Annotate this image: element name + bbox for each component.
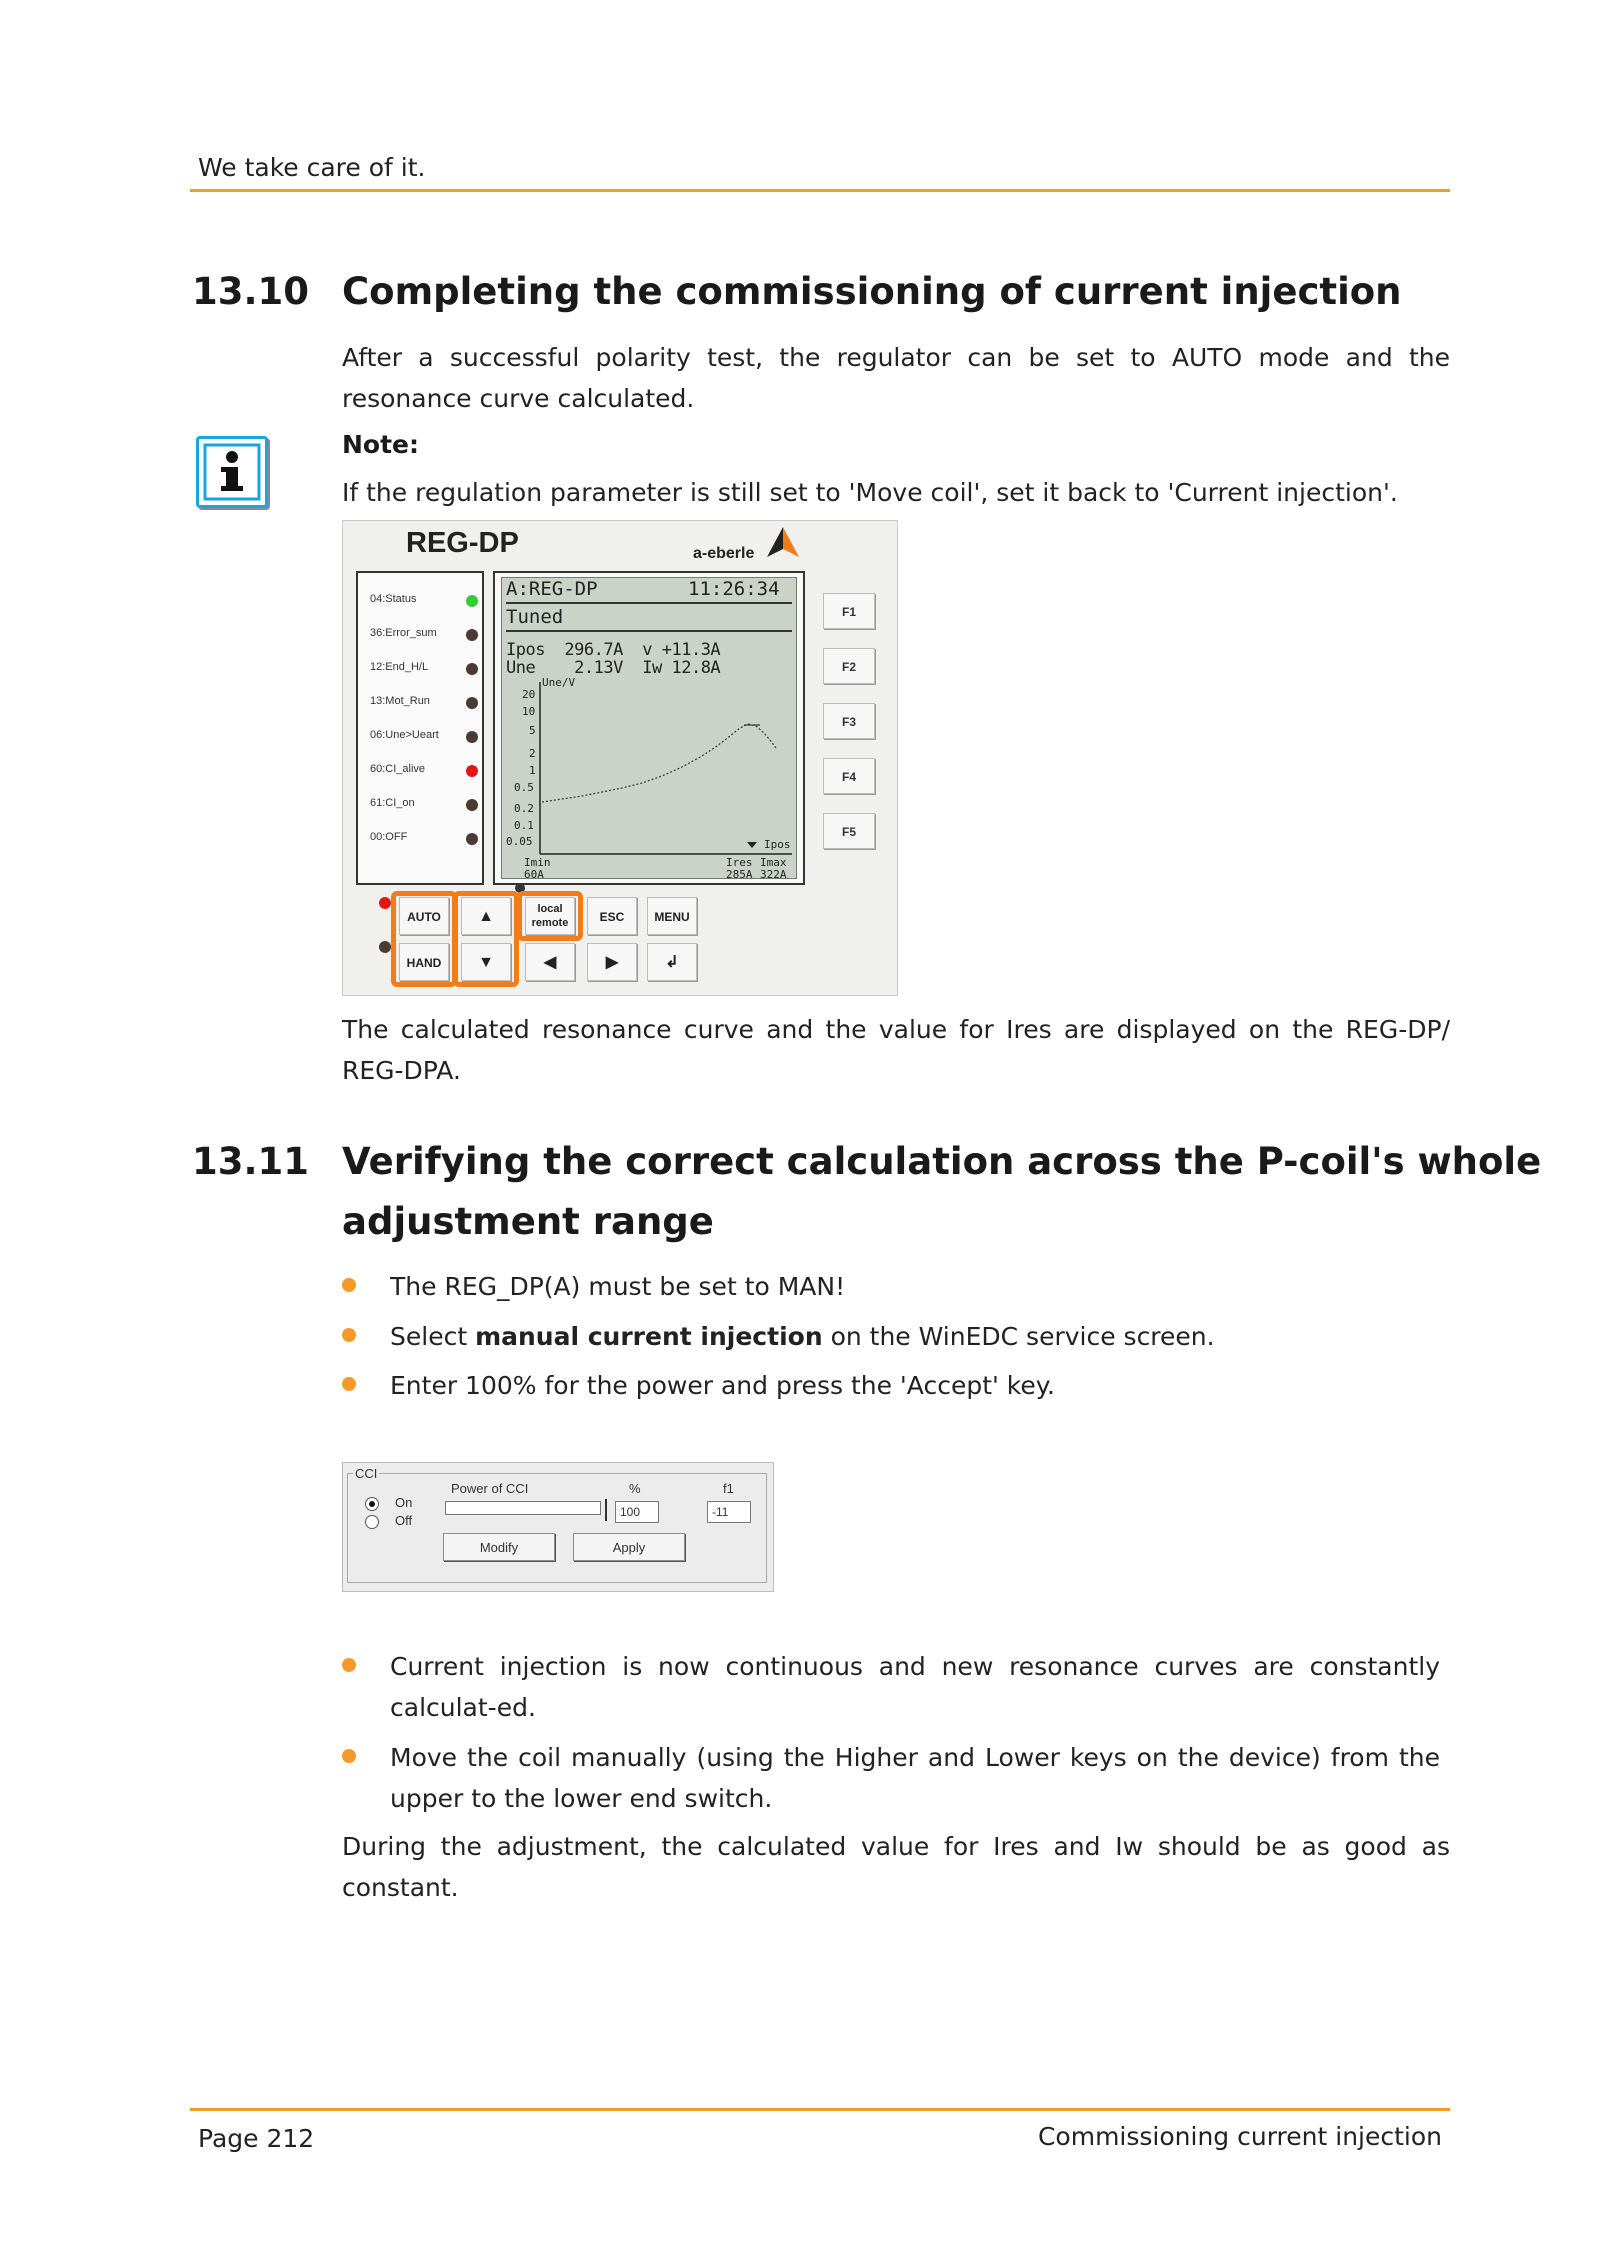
- note-text: If the regulation parameter is still set to 'Move coil', set it back to 'Current injection'.: [342, 478, 1398, 507]
- section-13-11-title-line1: Verifying the correct calculation across the P-coil's whole: [342, 1140, 1542, 1183]
- info-icon: [196, 436, 268, 508]
- hand-button[interactable]: HAND: [399, 943, 449, 981]
- footer-chapter-title: Commissioning current injection: [1037, 2122, 1442, 2151]
- led-row: 13:Mot_Run: [370, 695, 478, 711]
- f3-button[interactable]: F3: [823, 703, 875, 739]
- bullet-icon: [342, 1658, 356, 1672]
- up-arrow-button[interactable]: ▲: [461, 897, 511, 935]
- lcd-frame: [493, 571, 805, 885]
- percent-label: %: [629, 1481, 641, 1496]
- led-indicator: [466, 629, 478, 641]
- cci-group-box: [347, 1473, 767, 1583]
- down-arrow-button[interactable]: ▼: [461, 943, 511, 981]
- lcd-y-tick: 0.5: [514, 781, 534, 794]
- led-row: 06:Une>Ueart: [370, 729, 478, 745]
- section-13-10-title: Completing the commissioning of current injection: [342, 270, 1402, 313]
- f4-button[interactable]: F4: [823, 758, 875, 794]
- list-item: Enter 100% for the power and press the 'Accept' key.: [342, 1365, 1440, 1406]
- lcd-y-tick: 0.2: [514, 802, 534, 815]
- lcd-y-tick: 2: [529, 747, 536, 760]
- led-row: 61:CI_on: [370, 797, 478, 813]
- list-item: Current injection is now continuous and new resonance curves are constantly calculat-ed.: [342, 1646, 1440, 1728]
- esc-button[interactable]: ESC: [587, 897, 637, 935]
- lcd-clock: 11:26:34: [688, 578, 780, 600]
- apply-button[interactable]: Apply: [573, 1533, 685, 1561]
- list-item: Move the coil manually (using the Higher and Lower keys on the device) from the upper to the lower end switch.: [342, 1737, 1440, 1819]
- led-row: 60:CI_alive: [370, 763, 478, 779]
- lcd-une-line: Une 2.13V Iw 12.8A: [506, 658, 721, 678]
- lcd-tuned-status: Tuned: [506, 606, 564, 628]
- device-title: REG-DP: [406, 527, 519, 559]
- led-indicator: [466, 697, 478, 709]
- device-caption: The calculated resonance curve and the value for Ires are displayed on the REG-DP/ REG-DPA.: [342, 1015, 1450, 1085]
- remote-label: remote: [531, 917, 569, 929]
- percent-field[interactable]: 100: [615, 1501, 659, 1523]
- bullet-icon: [342, 1377, 356, 1391]
- led-indicator: [466, 663, 478, 675]
- led-indicator: [466, 833, 478, 845]
- lcd-screen: [501, 577, 797, 879]
- reg-dp-device-image: [342, 520, 898, 996]
- section-13-11-number: 13.11: [192, 1140, 310, 1183]
- brand-logo-icon: [765, 525, 801, 559]
- radio-on[interactable]: [365, 1497, 379, 1511]
- cci-control-panel: [342, 1462, 774, 1592]
- header-rule: [190, 189, 1450, 192]
- lcd-y-tick: 10: [522, 705, 536, 718]
- footer-page-number: Page 212: [198, 2124, 315, 2153]
- led-row: 04:Status: [370, 593, 478, 609]
- enter-button[interactable]: ↲: [647, 943, 697, 981]
- power-slider-thumb[interactable]: [605, 1499, 611, 1521]
- menu-button[interactable]: MENU: [647, 897, 697, 935]
- section-13-10-intro: After a successful polarity test, the regulator can be set to AUTO mode and the resonance curve calculated.: [342, 343, 1450, 413]
- f1-button[interactable]: F1: [823, 593, 875, 629]
- led-indicator: [466, 799, 478, 811]
- f5-button[interactable]: F5: [823, 813, 875, 849]
- lcd-imax-label: Imax: [760, 856, 787, 869]
- radio-off[interactable]: [365, 1515, 379, 1529]
- resonance-curve-plot: [502, 578, 798, 880]
- modify-button[interactable]: Modify: [443, 1533, 555, 1561]
- note-label: Note:: [342, 430, 420, 459]
- lcd-imin-value: 60A: [524, 868, 544, 881]
- f1-label: f1: [723, 1481, 734, 1496]
- left-arrow-button[interactable]: ◀: [525, 943, 575, 981]
- section-13-11-title-line2: adjustment range: [342, 1200, 714, 1243]
- bullet-icon: [342, 1749, 356, 1763]
- hand-led: [379, 941, 391, 953]
- led-indicator: [466, 595, 478, 607]
- lcd-device-name: A:REG-DP: [506, 578, 598, 600]
- list-item: The REG_DP(A) must be set to MAN!: [342, 1266, 1440, 1307]
- power-slider[interactable]: [445, 1501, 601, 1515]
- led-row: 12:End_H/L: [370, 661, 478, 677]
- lcd-ires-value: 285A: [726, 868, 753, 881]
- lcd-y-tick: 5: [529, 724, 536, 737]
- section-13-10-number: 13.10: [192, 270, 310, 313]
- lcd-imin-label: Imin: [524, 856, 551, 869]
- local-remote-button[interactable]: [525, 897, 575, 935]
- list-item: Select manual current injection on the WinEDC service screen.: [342, 1316, 1440, 1357]
- device-brand: a-eberle: [693, 545, 755, 562]
- local-label: local: [537, 903, 563, 915]
- lcd-x-axis-label: Ipos: [764, 838, 791, 851]
- led-status-panel: [356, 571, 484, 885]
- f2-button[interactable]: F2: [823, 648, 875, 684]
- led-indicator: [466, 731, 478, 743]
- header-tagline: We take care of it.: [198, 153, 426, 182]
- f1-field[interactable]: -11: [707, 1501, 751, 1523]
- closing-paragraph: During the adjustment, the calculated value for Ires and Iw should be as good as constant.: [342, 1832, 1450, 1902]
- right-arrow-button[interactable]: ▶: [587, 943, 637, 981]
- footer-rule: [190, 2108, 1450, 2111]
- lcd-ipos-line: Ipos 296.7A v +11.3A: [506, 640, 721, 660]
- lcd-y-tick: 20: [522, 688, 536, 701]
- lcd-imax-value: 322A: [760, 868, 787, 881]
- bullet-icon: [342, 1328, 356, 1342]
- cci-group-label: CCI: [355, 1466, 378, 1481]
- lcd-ires-label: Ires: [726, 856, 753, 869]
- auto-button[interactable]: AUTO: [399, 897, 449, 935]
- led-row: 00:OFF: [370, 831, 478, 847]
- lcd-y-tick: 1: [529, 764, 536, 777]
- auto-led: [379, 897, 391, 909]
- radio-off-label: Off: [395, 1513, 413, 1528]
- bullet-icon: [342, 1278, 356, 1292]
- led-row: 36:Error_sum: [370, 627, 478, 643]
- radio-on-label: On: [395, 1495, 413, 1510]
- power-label: Power of CCI: [451, 1481, 529, 1496]
- lcd-y-tick: 0.05: [506, 835, 533, 848]
- led-indicator: [466, 765, 478, 777]
- lcd-y-axis-title: Une/V: [542, 676, 576, 689]
- lcd-y-tick: 0.1: [514, 819, 534, 832]
- radio-on-dot: [369, 1501, 375, 1507]
